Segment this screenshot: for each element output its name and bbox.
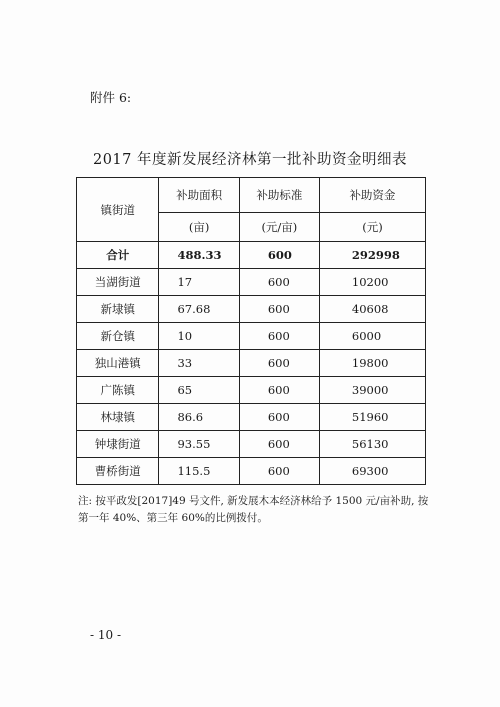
header-area: 补助面积 — [159, 178, 239, 213]
row-name: 新埭镇 — [77, 296, 159, 323]
table-row — [77, 296, 426, 323]
row-standard: 600 — [239, 458, 319, 485]
row-area: 93.55 — [159, 431, 239, 458]
table-row — [77, 458, 426, 485]
table-row — [77, 350, 426, 377]
row-standard: 600 — [239, 296, 319, 323]
table-row — [77, 431, 426, 458]
row-area: 65 — [159, 377, 239, 404]
row-name: 钟埭街道 — [77, 431, 159, 458]
total-row — [77, 242, 426, 269]
unit-funds: (元) — [319, 213, 425, 242]
total-name: 合计 — [77, 242, 159, 269]
row-area: 10 — [159, 323, 239, 350]
table-row — [77, 323, 426, 350]
header-town: 镇街道 — [77, 178, 159, 242]
row-area: 86.6 — [159, 404, 239, 431]
row-funds: 51960 — [319, 404, 425, 431]
row-funds: 10200 — [319, 269, 425, 296]
row-area: 115.5 — [159, 458, 239, 485]
attachment-label: 附件 6: — [90, 90, 132, 105]
total-area: 488.33 — [159, 242, 239, 269]
row-standard: 600 — [239, 323, 319, 350]
row-funds: 69300 — [319, 458, 425, 485]
row-standard: 600 — [239, 350, 319, 377]
header-row — [77, 178, 426, 213]
row-standard: 600 — [239, 377, 319, 404]
unit-area: (亩) — [159, 213, 239, 242]
subsidy-table — [76, 177, 426, 485]
total-funds: 292998 — [319, 242, 425, 269]
total-standard: 600 — [239, 242, 319, 269]
row-standard: 600 — [239, 269, 319, 296]
table-row — [77, 404, 426, 431]
unit-standard: (元/亩) — [239, 213, 319, 242]
table-row — [77, 269, 426, 296]
row-name: 独山港镇 — [77, 350, 159, 377]
row-funds: 40608 — [319, 296, 425, 323]
footnote: 注: 按平政发[2017]49 号文件, 新发展木本经济林给予 1500 元/亩补助, 按第一年 40%、第三年 60%的比例拨付。 — [78, 495, 429, 524]
row-funds: 6000 — [319, 323, 425, 350]
row-funds: 39000 — [319, 377, 425, 404]
row-area: 67.68 — [159, 296, 239, 323]
row-standard: 600 — [239, 431, 319, 458]
row-area: 17 — [159, 269, 239, 296]
row-name: 曹桥街道 — [77, 458, 159, 485]
row-name: 新仓镇 — [77, 323, 159, 350]
header-funds: 补助资金 — [319, 178, 425, 213]
row-funds: 56130 — [319, 431, 425, 458]
table-row — [77, 377, 426, 404]
row-area: 33 — [159, 350, 239, 377]
header-standard: 补助标准 — [239, 178, 319, 213]
page-number: - 10 - — [90, 628, 122, 642]
row-name: 当湖街道 — [77, 269, 159, 296]
table-title: 2017 年度新发展经济林第一批补助资金明细表 — [92, 152, 407, 168]
row-name: 林埭镇 — [77, 404, 159, 431]
row-funds: 19800 — [319, 350, 425, 377]
row-standard: 600 — [239, 404, 319, 431]
row-name: 广陈镇 — [77, 377, 159, 404]
